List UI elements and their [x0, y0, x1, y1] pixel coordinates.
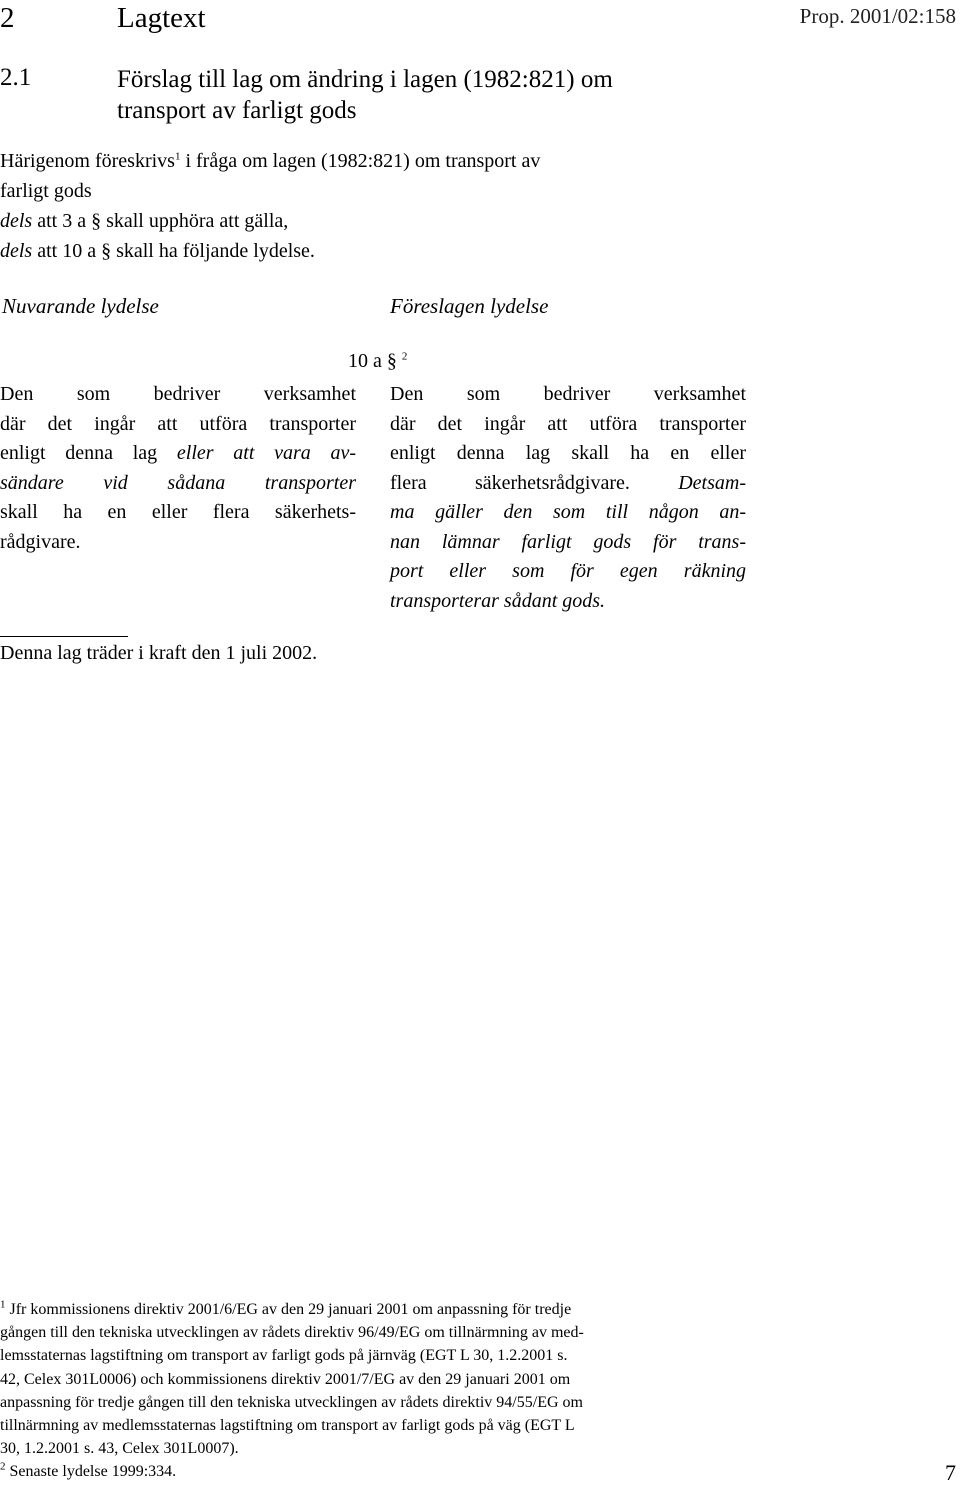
text-emphasis: nan lämnar farligt gods för trans- — [390, 530, 746, 553]
text-line: där det ingår att utföra transporter — [390, 412, 746, 435]
proposed-wording-heading: Föreslagen lydelse — [390, 294, 549, 318]
footnote-line — [0, 1460, 750, 1483]
text-line: där det ingår att utföra transporter — [0, 412, 356, 435]
paragraph-label — [348, 350, 407, 373]
introductory-text — [0, 146, 760, 266]
footnote-line: tillnärmning av medlemsstaternas lagstiftning om transport av farligt gods på väg (EGT L — [0, 1417, 575, 1435]
subsection-number: 2.1 — [0, 64, 32, 91]
intro-emphasis: dels — [0, 240, 33, 262]
text-line: Den som bedriver verksamhet — [0, 383, 356, 405]
footnote-line: 30, 1.2.2001 s. 43, Celex 301L0007). — [0, 1440, 239, 1458]
footnote-line: gången till den tekniska utvecklingen av rådets direktiv 96/49/EG om tillnärmning av med- — [0, 1324, 584, 1342]
text-emphasis: eller att vara av- — [176, 442, 357, 464]
text-line — [390, 469, 746, 499]
page-number: 7 — [945, 1460, 956, 1485]
paragraph-number: 10 a § — [348, 350, 397, 372]
effective-date: Denna lag träder i kraft den 1 juli 2002. — [0, 642, 318, 664]
current-wording-text — [0, 380, 356, 557]
subsection-title-line: Förslag till lag om ändring i lagen (1982:821) om — [117, 66, 613, 93]
footnote-text: Senaste lydelse 1999:334. — [5, 1463, 177, 1481]
section-number: 2 — [0, 2, 15, 34]
text-line: enligt denna lag skall ha en eller — [390, 442, 746, 464]
footnote-marker: 2 — [0, 1461, 6, 1474]
text-emphasis: Detsam- — [678, 471, 746, 494]
proposed-wording-text — [390, 380, 746, 616]
intro-line — [0, 206, 760, 236]
text-emphasis: ma gäller den som till någon an- — [390, 501, 746, 523]
current-wording-heading: Nuvarande lydelse — [2, 294, 159, 318]
footnote-line: lemsstaternas lagstiftning om transport av farligt gods på järnväg (EGT L 30, 1.2.2001 s. — [0, 1347, 568, 1365]
text-emphasis: sändare vid sådana transporter — [0, 471, 356, 494]
intro-line — [0, 236, 760, 266]
text-line — [0, 439, 356, 469]
intro-text: i fråga om lagen (1982:821) om transport av — [180, 150, 541, 172]
text-emphasis: transporterar sådant gods. — [390, 589, 606, 612]
subsection-title-line: transport av farligt gods — [117, 97, 357, 124]
text-emphasis: port eller som för egen räkning — [390, 560, 746, 582]
intro-text: Härigenom föreskrivs — [0, 150, 175, 172]
footnotes — [0, 1298, 750, 1484]
footnote-line: 42, Celex 301L0006) och kommissionens direktiv 2001/7/EG av den 29 januari 2001 om — [0, 1370, 571, 1388]
text-line: Den som bedriver verksamhet — [390, 383, 746, 405]
footnote-line — [0, 1298, 750, 1321]
intro-emphasis: dels — [0, 210, 33, 232]
text-run: flera säkerhetsrådgivare. — [390, 471, 679, 494]
footnote-line: anpassning för tredje gången till den tekniska utvecklingen av rådets direktiv 94/55/EG om — [0, 1393, 583, 1411]
footnote-marker: 1 — [0, 1298, 6, 1311]
footnote-ref[interactable]: 1 — [174, 150, 181, 163]
intro-text: att 3 a § skall upphöra att gälla, — [32, 210, 289, 232]
text-run: enligt denna lag — [0, 442, 177, 464]
proposition-reference: Prop. 2001/02:158 — [799, 4, 956, 28]
text-line — [0, 469, 356, 499]
subsection-title — [117, 64, 613, 126]
text-line — [390, 528, 746, 558]
intro-text: att 10 a § skall ha följande lydelse. — [32, 240, 315, 262]
text-line: rådgivare. — [0, 530, 81, 553]
intro-line — [0, 146, 760, 176]
text-line: skall ha en eller flera säkerhets- — [0, 501, 356, 523]
text-line — [390, 557, 746, 587]
divider-rule — [0, 636, 128, 637]
section-title: Lagtext — [117, 2, 206, 34]
footnote-ref[interactable]: 2 — [401, 350, 408, 363]
intro-line: farligt gods — [0, 180, 92, 202]
text-line — [390, 498, 746, 528]
footnote-text: Jfr kommissionens direktiv 2001/6/EG av den 29 januari 2001 om anpassning för tredje — [5, 1301, 572, 1318]
text-line — [390, 587, 746, 617]
